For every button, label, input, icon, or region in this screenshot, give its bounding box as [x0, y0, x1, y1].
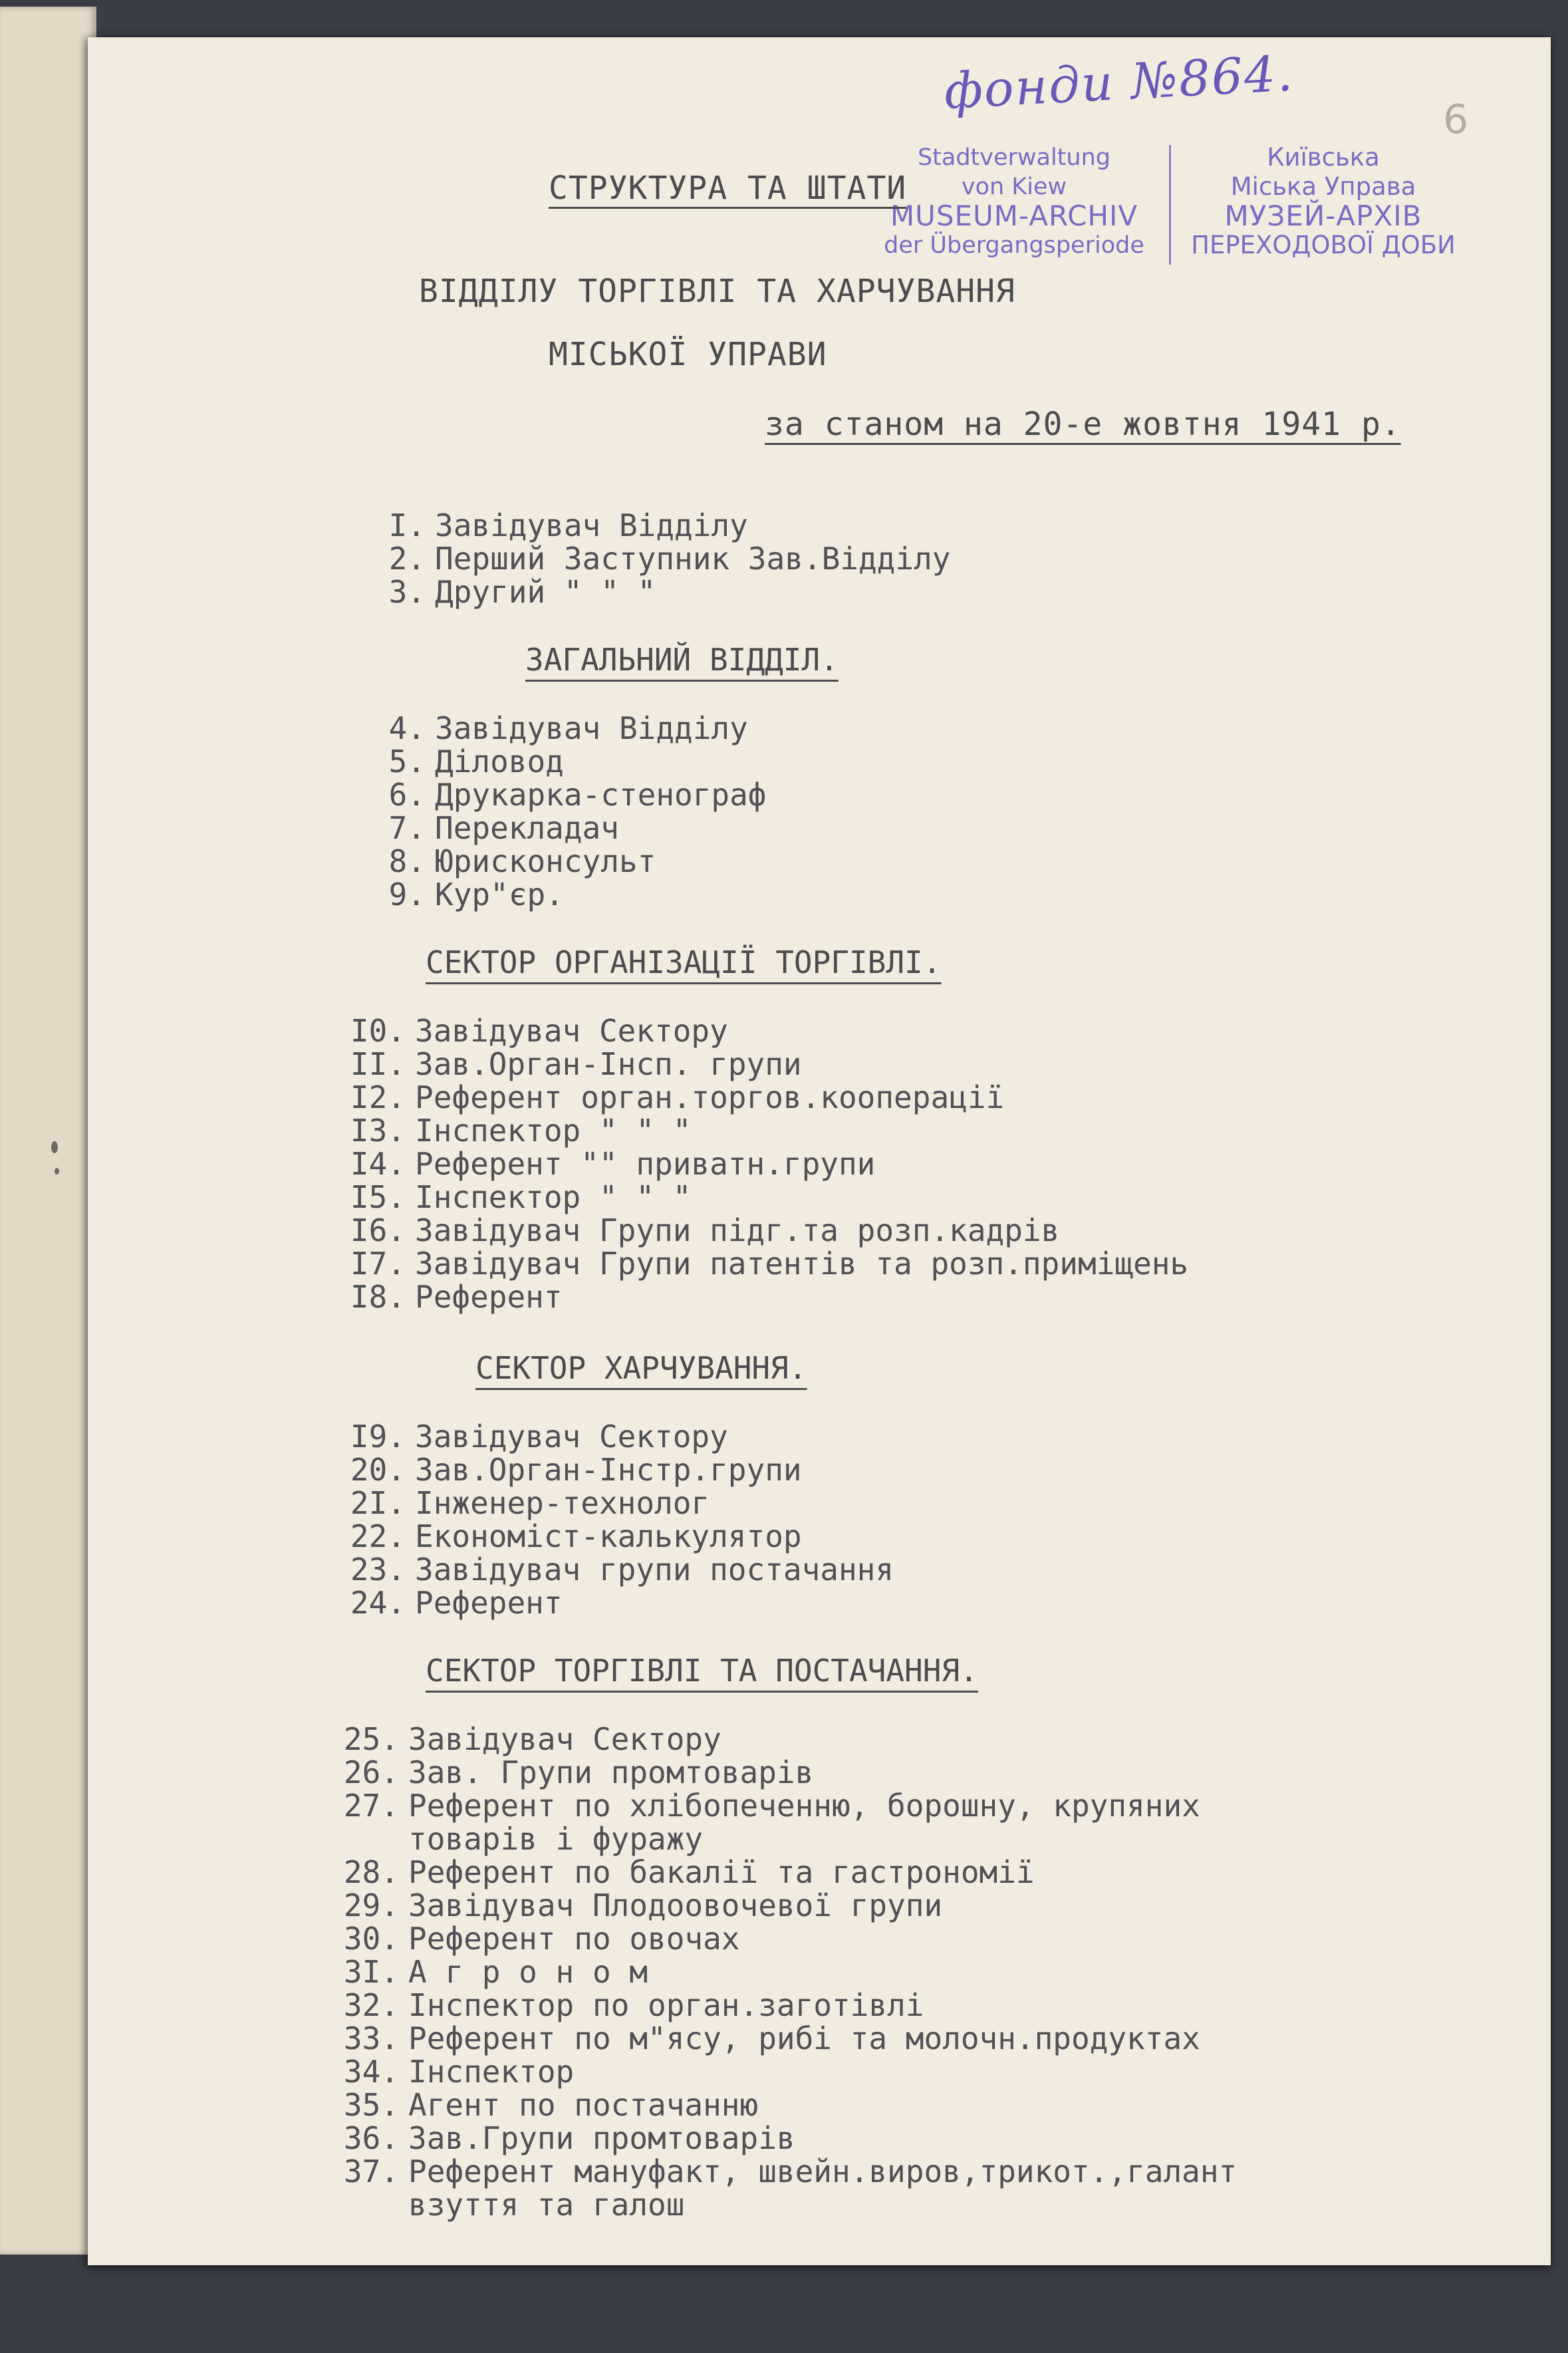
- list-item: 26. Зав. Групи промтоварів: [343, 1754, 814, 1790]
- list-item: 8. Юрисконсульт: [388, 843, 656, 879]
- list-item: 32. Інспектор по орган.заготівлі: [343, 1987, 924, 2023]
- list-item: I0. Завідувач Сектору: [350, 1013, 728, 1049]
- page-number: 6: [1443, 96, 1469, 143]
- list-item: 2. Перший Заступник Зав.Відділу: [388, 541, 951, 577]
- stamp-de-line-1: Stadtverwaltung: [917, 144, 1111, 171]
- list-item: 3I. А г р о н о м: [343, 1954, 648, 1990]
- list-item: I5. Інспектор " " ": [350, 1179, 692, 1215]
- list-item: 27. Референт по хлібопеченню, борошну, крупяних товарів і фуражу: [343, 1788, 1200, 1857]
- list-item: 7. Перекладач: [388, 810, 619, 846]
- stamp-ua-line-1: Київська: [1267, 143, 1380, 172]
- list-item: 5. Діловод: [388, 744, 564, 779]
- list-item: 4. Завідувач Відділу: [388, 710, 748, 746]
- stamp-ua-line-2: Міська Управа: [1230, 172, 1416, 201]
- ink-spot: [55, 1168, 59, 1175]
- list-item: I3. Інспектор " " ": [350, 1113, 692, 1149]
- list-item: 25. Завідувач Сектору: [343, 1721, 721, 1757]
- document-date-line: за станом на 20-е жовтня 1941 р.: [765, 406, 1401, 443]
- list-item: I8. Референт: [350, 1279, 563, 1315]
- list-item: 30. Референт по овочах: [343, 1921, 740, 1957]
- section-title-general: ЗАГАЛЬНИЙ ВІДДІЛ.: [525, 642, 839, 678]
- stamp-de-line-4: der Übergangsperiode: [884, 232, 1144, 259]
- list-item: 37. Референт мануфакт, швейн.виров,трикот.,галант взуття та галош: [343, 2153, 1238, 2223]
- list-item: 22. Економіст-калькулятор: [350, 1518, 802, 1554]
- list-item: I. Завідувач Відділу: [388, 507, 748, 543]
- stamp-ua-line-4: ПЕРЕХОДОВОЇ ДОБИ: [1191, 231, 1456, 259]
- list-item: 24. Референт: [350, 1585, 563, 1621]
- archive-stamp-ukrainian: [1170, 143, 1476, 260]
- handwritten-fond-note: фонди №864.: [942, 45, 1295, 120]
- list-item: I2. Референт орган.торгов.кооперації: [350, 1079, 1005, 1115]
- list-item: 28. Референт по бакалії та гастрономії: [343, 1854, 1035, 1890]
- list-item: 34. Інспектор: [343, 2054, 575, 2090]
- list-item: II. Зав.Орган-Інсп. групи: [350, 1046, 802, 1082]
- list-item: 2I. Інженер-технолог: [350, 1485, 710, 1521]
- document-title: СТРУКТУРА ТА ШТАТИ: [549, 170, 907, 207]
- section-title-trade-supply: СЕКТОР ТОРГІВЛІ ТА ПОСТАЧАННЯ.: [426, 1653, 978, 1689]
- document-title-line-2: ВІДДІЛУ ТОРГІВЛІ ТА ХАРЧУВАННЯ: [419, 273, 1015, 310]
- stamp-de-line-3: MUSEUM-ARCHIV: [890, 200, 1138, 232]
- stamp-de-line-2: von Kiew: [961, 174, 1067, 200]
- section-title-food: СЕКТОР ХАРЧУВАННЯ.: [475, 1350, 807, 1386]
- list-item: 36. Зав.Групи промтоварів: [343, 2120, 795, 2156]
- section-title-trade-organization: СЕКТОР ОРГАНІЗАЦІЇ ТОРГІВЛІ.: [426, 944, 942, 980]
- list-item: I6. Завідувач Групи підг.та розп.кадрів: [350, 1212, 1060, 1248]
- list-item: 29. Завідувач Плодоовочевої групи: [343, 1887, 943, 1923]
- list-item: 6. Друкарка-стенограф: [388, 777, 767, 813]
- list-item: 20. Зав.Орган-Інстр.групи: [350, 1452, 802, 1488]
- list-item: I9. Завідувач Сектору: [350, 1419, 728, 1454]
- list-item: 9. Кур"єр.: [388, 877, 564, 912]
- underlying-sheet: [0, 7, 96, 2255]
- list-item: 35. Агент по постачанню: [343, 2087, 759, 2123]
- document-title-line-3: МІСЬКОЇ УПРАВИ: [549, 336, 827, 373]
- archive-stamp-german: [864, 143, 1164, 260]
- list-item: I4. Референт "" приватн.групи: [350, 1146, 876, 1182]
- list-item: 33. Референт по м"ясу, рибі та молочн.продуктах: [343, 2020, 1200, 2056]
- ink-spot: [51, 1141, 58, 1153]
- list-item: 23. Завідувач групи постачання: [350, 1552, 894, 1588]
- list-item: 3. Другий " " ": [388, 574, 656, 610]
- stamp-ua-line-3: МУЗЕЙ-АРХІВ: [1224, 200, 1422, 232]
- list-item: I7. Завідувач Групи патентів та розп.приміщень: [350, 1246, 1189, 1282]
